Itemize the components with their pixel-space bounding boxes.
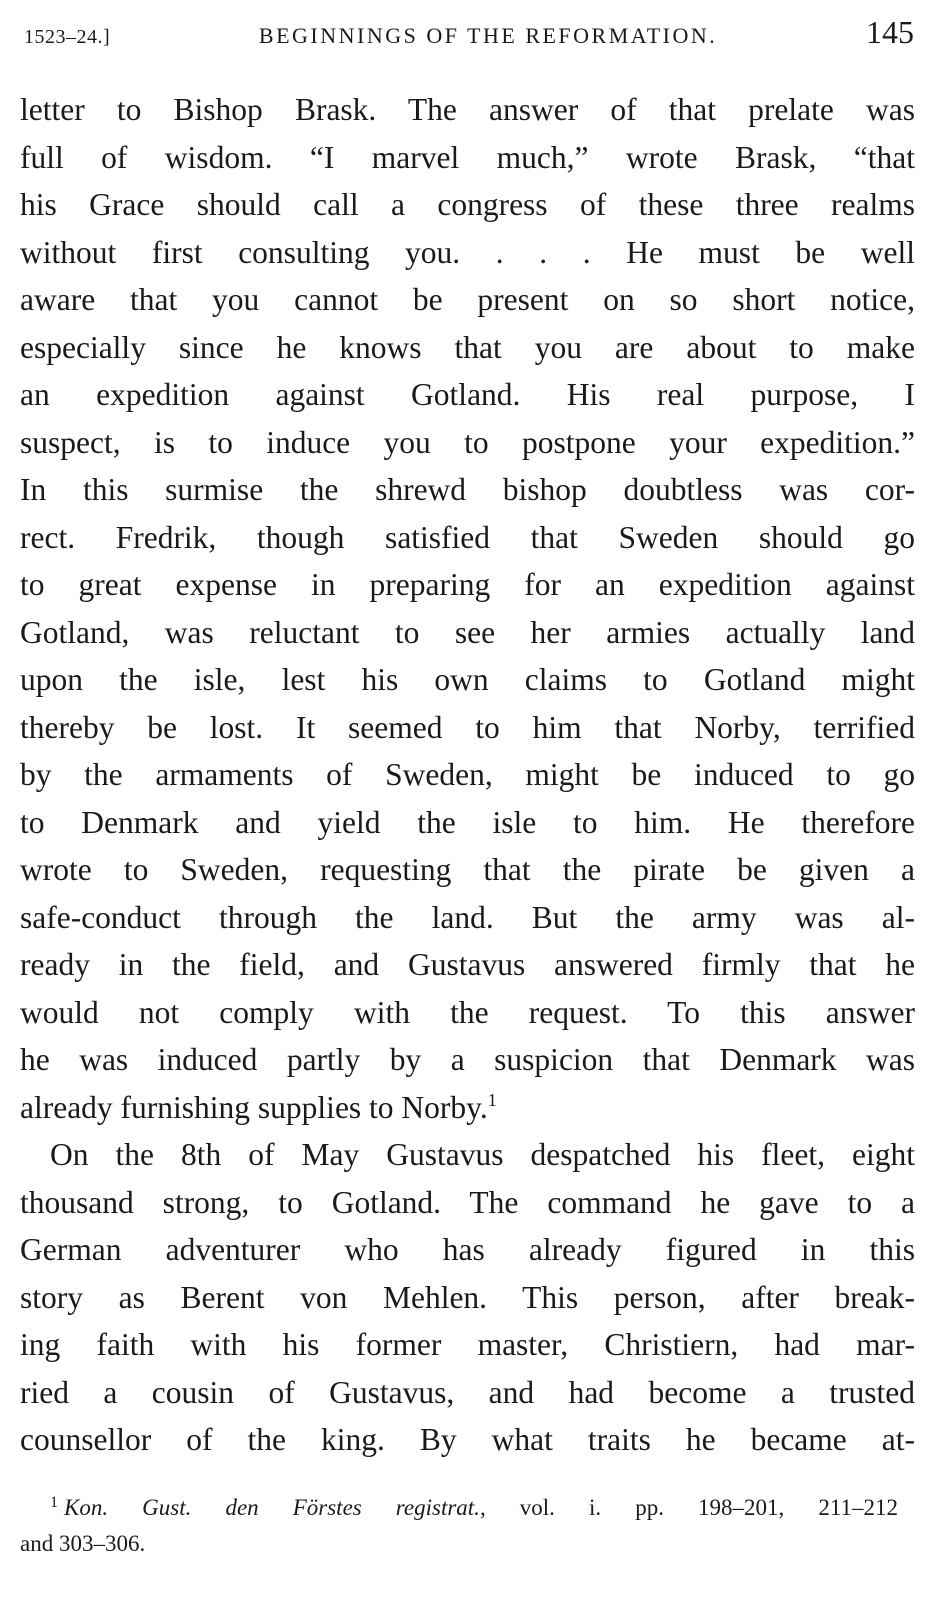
footnote-citation: , vol. i. pp. 198–201, 211–212	[479, 1495, 898, 1520]
text-line: aware that you cannot be present on so short notice,	[20, 282, 915, 317]
footnote	[20, 1490, 898, 1562]
text-line: counsellor of the king. By what traits he became at-	[20, 1422, 915, 1457]
text-line: ried a cousin of Gustavus, and had become a trusted	[20, 1374, 915, 1410]
text-line: without first consulting you. . . . He must be well	[20, 234, 915, 270]
footnote-marker: 1	[50, 1494, 58, 1511]
text-line: his Grace should call a congress of these three realms	[20, 187, 915, 222]
text-line: by the armaments of Sweden, might be induced to go	[20, 757, 915, 792]
text-line: to Denmark and yield the isle to him. He therefore	[20, 804, 915, 840]
footnote-line: and 303–306.	[20, 1531, 146, 1556]
footnote-reference: 1	[487, 1089, 497, 1110]
text-line: safe-conduct through the land. But the army was al-	[20, 899, 915, 935]
text-line: thousand strong, to Gotland. The command he gave to a	[20, 1184, 915, 1220]
page-number: 145	[866, 14, 914, 50]
text-line: an expedition against Gotland. His real purpose, I	[20, 377, 915, 412]
text-line-content: already furnishing supplies to Norby.	[20, 1089, 488, 1125]
text-line: especially since he knows that you are about to make	[20, 329, 915, 365]
paragraph-2	[20, 1131, 915, 1464]
text-line: German adventurer who has already figured in this	[20, 1232, 915, 1267]
text-line: suspect, is to induce you to postpone your expedition.”	[20, 424, 915, 460]
footnote-source-title: Kon. Gust. den Förstes registrat.	[64, 1495, 480, 1520]
running-head	[24, 14, 914, 54]
chapter-title: BEGINNINGS OF THE REFORMATION.	[258, 23, 718, 48]
text-line: In this surmise the shrewd bishop doubtless was cor-	[20, 472, 915, 507]
text-line: to great expense in preparing for an expedition against	[20, 567, 915, 602]
text-line: upon the isle, lest his own claims to Gotland might	[20, 662, 915, 697]
text-line: rect. Fredrik, though satisfied that Sweden should go	[20, 519, 915, 555]
text-line: would not comply with the request. To this answer	[20, 994, 915, 1030]
text-line: he was induced partly by a suspicion that Denmark was	[20, 1042, 915, 1077]
text-line	[20, 1084, 915, 1132]
text-line: On the 8th of May Gustavus despatched his fleet, eight	[50, 1137, 915, 1172]
text-line: thereby be lost. It seemed to him that Norby, terrified	[20, 709, 915, 745]
text-line: ready in the field, and Gustavus answered firmly that he	[20, 947, 915, 982]
text-line: story as Berent von Mehlen. This person, after break-	[20, 1279, 915, 1315]
text-line: full of wisdom. “I marvel much,” wrote Brask, “that	[20, 139, 915, 175]
footnote-line	[20, 1490, 898, 1526]
text-line: Gotland, was reluctant to see her armies actually land	[20, 614, 915, 650]
header-years: 1523–24.]	[24, 26, 111, 48]
text-line: ing faith with his former master, Christiern, had mar-	[20, 1327, 915, 1362]
text-line: letter to Bishop Brask. The answer of that prelate was	[20, 92, 915, 127]
text-line: wrote to Sweden, requesting that the pirate be given a	[20, 852, 915, 887]
paragraph-1	[20, 86, 915, 1131]
body-text	[20, 86, 915, 1464]
